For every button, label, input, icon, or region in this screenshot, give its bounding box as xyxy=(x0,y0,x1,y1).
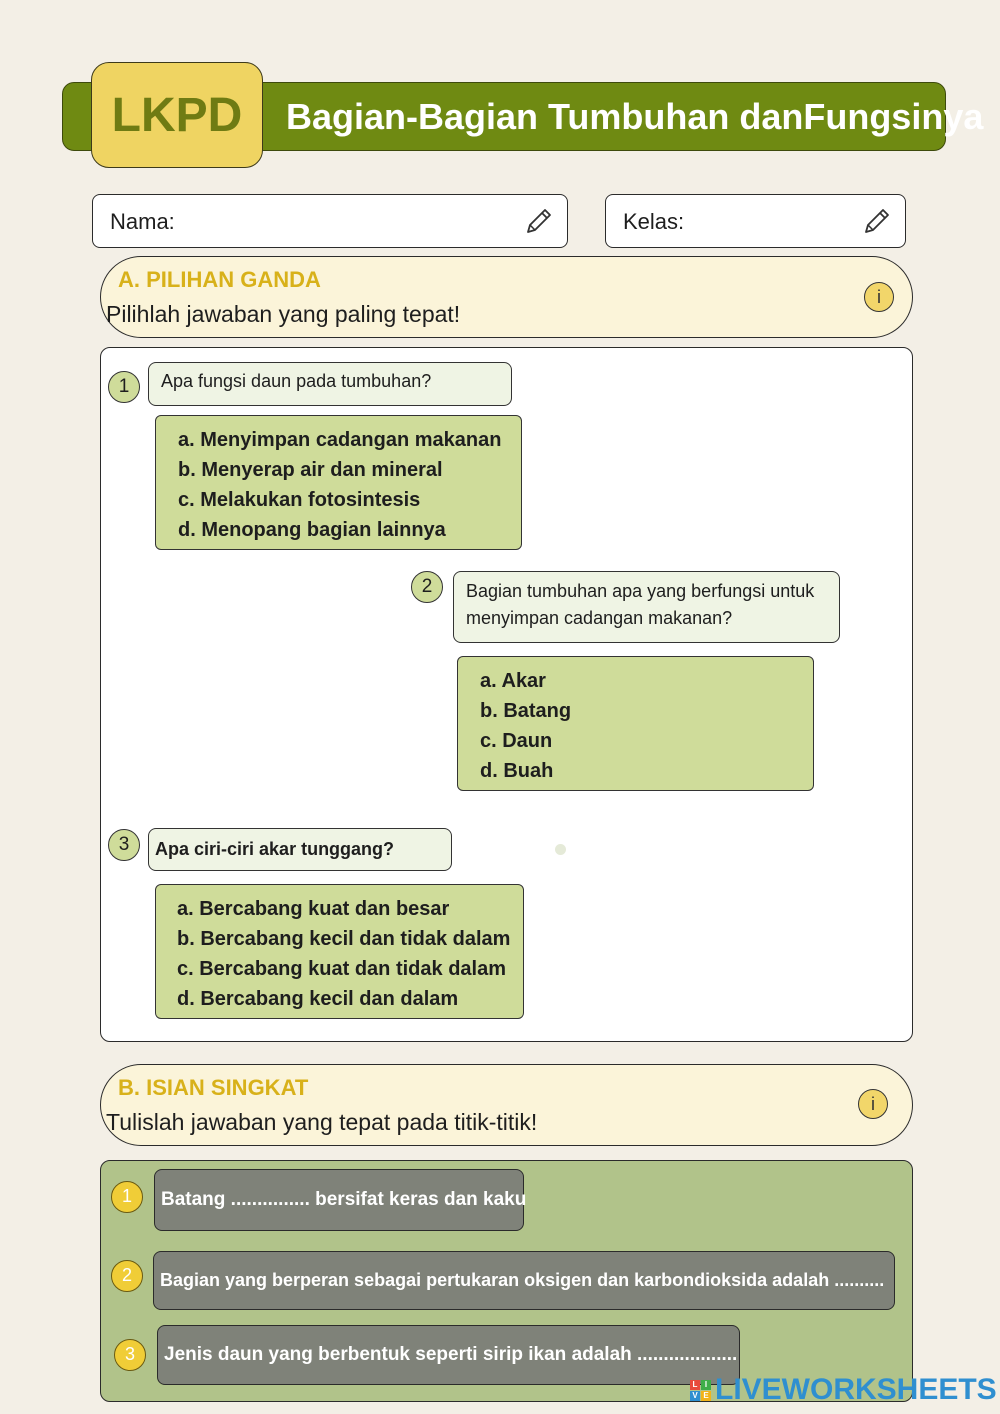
info-icon[interactable]: i xyxy=(864,282,894,312)
option-b[interactable]: b. Bercabang kecil dan tidak dalam xyxy=(177,928,511,950)
liveworksheets-logo xyxy=(690,1375,997,1405)
option-d[interactable]: d. Bercabang kecil dan dalam xyxy=(177,988,459,1010)
option-a[interactable]: a. Bercabang kuat dan besar xyxy=(177,898,450,920)
option-d[interactable]: d. Menopang bagian lainnya xyxy=(178,519,446,541)
question-2-options xyxy=(457,656,814,791)
logo-text: LIVEWORKSHEETS xyxy=(715,1373,997,1406)
section-b-instruction: Tulislah jawaban yang tepat pada titik-titik! xyxy=(106,1109,538,1135)
question-number-2: 2 xyxy=(411,571,443,603)
class-field[interactable] xyxy=(605,194,906,248)
question-2-text: Bagian tumbuhan apa yang berfungsi untuk menyimpan cadangan makanan? xyxy=(453,571,840,643)
option-a[interactable]: a. Menyimpan cadangan makanan xyxy=(178,429,502,451)
question-1-text: Apa fungsi daun pada tumbuhan? xyxy=(148,362,512,406)
decorative-dot xyxy=(555,844,566,855)
option-c[interactable]: c. Melakukan fotosintesis xyxy=(178,489,421,511)
section-b-header xyxy=(100,1064,913,1146)
question-number-1: 1 xyxy=(108,371,140,403)
section-a-header xyxy=(100,256,913,338)
pencil-icon xyxy=(860,206,892,238)
option-a[interactable]: a. Akar xyxy=(480,670,546,692)
lkpd-badge: LKPD xyxy=(91,62,263,168)
name-field[interactable] xyxy=(92,194,568,248)
short-question-number-2: 2 xyxy=(111,1260,143,1292)
section-b-title: B. ISIAN SINGKAT xyxy=(118,1075,309,1100)
section-a-title: A. PILIHAN GANDA xyxy=(118,267,321,292)
option-c[interactable]: c. Bercabang kuat dan tidak dalam xyxy=(177,958,506,980)
section-a-instruction: Pilihlah jawaban yang paling tepat! xyxy=(106,301,461,327)
option-d[interactable]: d. Buah xyxy=(480,760,554,782)
page-title: Bagian-Bagian Tumbuhan danFungsinya xyxy=(286,96,984,137)
name-label: Nama: xyxy=(110,209,175,234)
option-b[interactable]: b. Menyerap air dan mineral xyxy=(178,459,443,481)
short-question-number-3: 3 xyxy=(114,1339,146,1371)
short-question-3[interactable]: Jenis daun yang berbentuk seperti sirip ikan adalah ................... xyxy=(157,1325,740,1385)
short-question-2[interactable]: Bagian yang berperan sebagai pertukaran oksigen dan karbondioksida adalah .......... xyxy=(153,1251,895,1310)
short-question-number-1: 1 xyxy=(111,1181,143,1213)
option-b[interactable]: b. Batang xyxy=(480,700,572,722)
short-question-1[interactable]: Batang ............... bersifat keras dan kaku xyxy=(154,1169,524,1231)
question-1-options xyxy=(155,415,522,550)
question-3-options xyxy=(155,884,524,1019)
question-number-3: 3 xyxy=(108,829,140,861)
logo-mark: L I V E xyxy=(690,1380,711,1401)
pencil-icon xyxy=(522,206,554,238)
option-c[interactable]: c. Daun xyxy=(480,730,553,752)
class-label: Kelas: xyxy=(623,209,685,234)
question-3-text: Apa ciri-ciri akar tunggang? xyxy=(148,828,452,871)
info-icon[interactable]: i xyxy=(858,1089,888,1119)
